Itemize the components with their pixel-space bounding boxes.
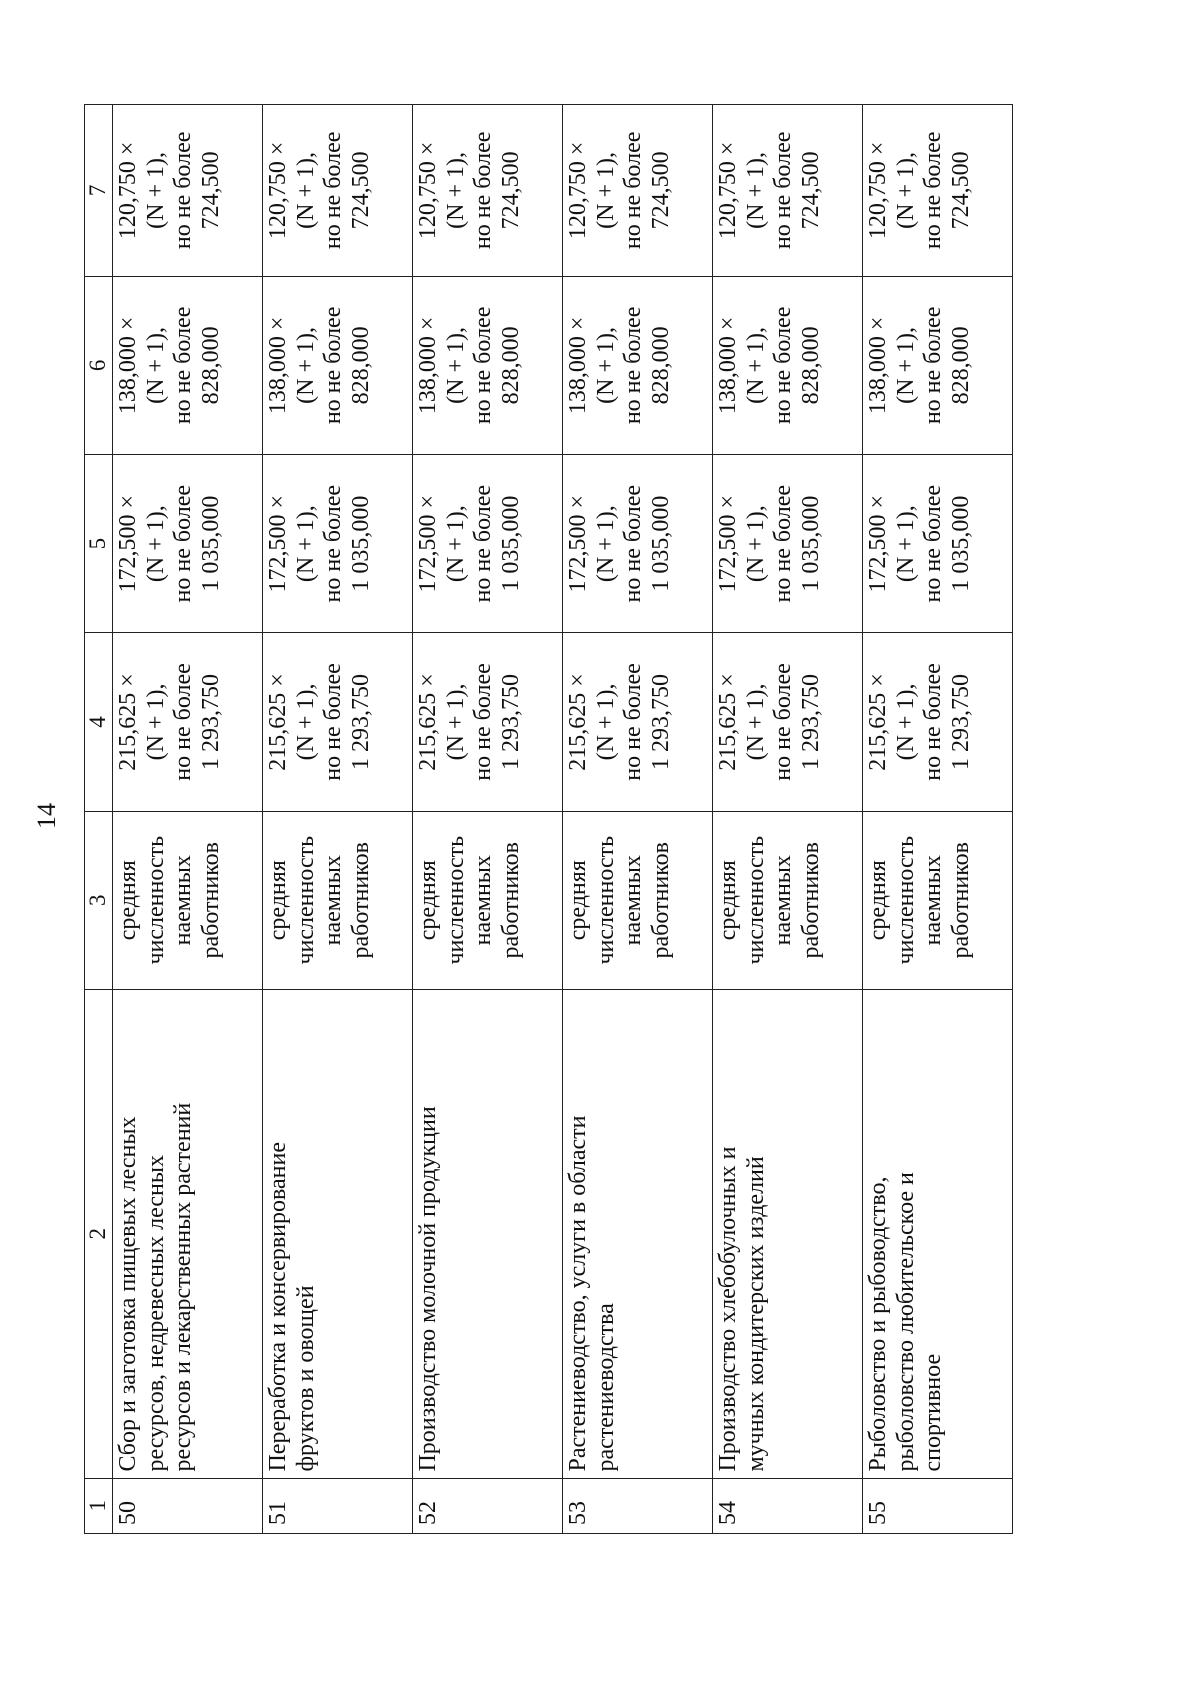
cell-text-line: но не более [320, 484, 347, 603]
cell-text-line: Производство хлебобулочных и [714, 1146, 741, 1472]
cell-text-line: 215,625 × [714, 673, 741, 771]
indicator-cell [412, 811, 562, 989]
activity-name-cell [862, 989, 1012, 1478]
cell-text-line: (N + 1), [292, 326, 319, 404]
activity-name-cell [412, 989, 562, 1478]
rate-col7-cell [862, 105, 1012, 277]
cell-text-line: ресурсов и лекарственных растений [170, 1102, 197, 1472]
cell-text-line: спортивное [920, 1353, 947, 1472]
cell-text-line: Рыболовство и рыбоводство, [864, 1176, 891, 1472]
cell-text-line: работников [648, 841, 675, 959]
cell-text-line: наемных [320, 855, 347, 946]
cell-text-line: средняя [264, 860, 291, 941]
rate-col4-cell [262, 633, 412, 811]
cell-text-line: 828,000 [348, 326, 375, 405]
cell-text-line: (N + 1), [742, 683, 769, 761]
cell-text-line: (N + 1), [142, 683, 169, 761]
rate-col6-cell [412, 276, 562, 454]
cell-text-line: Растениеводство, услуги в области [564, 1115, 591, 1472]
cell-text-line: численность [892, 835, 919, 965]
cell-text-line: но не более [920, 484, 947, 603]
cell-text-line: но не более [320, 131, 347, 250]
cell-text-line: ресурсов, недревесных лесных [142, 1155, 169, 1472]
cell-text-line: (N + 1), [592, 505, 619, 583]
rate-col5-cell [262, 455, 412, 633]
cell-text-line: 1 035,000 [648, 495, 675, 592]
column-header: 4 [85, 633, 113, 811]
cell-text-line: но не более [770, 484, 797, 603]
cell-text-line: Производство молочной продукции [414, 1106, 441, 1472]
cell-text-line: 172,500 × [264, 494, 291, 593]
column-header: 2 [85, 989, 113, 1478]
activity-name-cell [562, 989, 712, 1478]
cell-text-line: 138,000 × [714, 316, 741, 415]
cell-text-line: но не более [770, 131, 797, 250]
cell-text-line: (N + 1), [892, 151, 919, 229]
cell-text-line: но не более [170, 663, 197, 781]
cell-text-line: наемных [770, 855, 797, 946]
table-row [262, 105, 412, 1534]
table-row [712, 105, 862, 1534]
row-number-cell: 53 [562, 1478, 712, 1533]
cell-text-line: работников [948, 841, 975, 959]
cell-text-line: 120,750 × [264, 141, 291, 240]
indicator-cell [862, 811, 1012, 989]
cell-text-line: (N + 1), [142, 505, 169, 583]
rate-col7-cell [712, 105, 862, 277]
cell-text-line: наемных [620, 855, 647, 946]
header-row [85, 105, 113, 1534]
rate-col5-cell [712, 455, 862, 633]
rates-table [84, 104, 1013, 1534]
rate-col6-cell [112, 276, 262, 454]
rate-col6-cell [862, 276, 1012, 454]
activity-name-cell [262, 989, 412, 1478]
cell-text-line: 215,625 × [264, 673, 291, 771]
cell-text-line: численность [592, 835, 619, 965]
indicator-cell [562, 811, 712, 989]
cell-text-line: мучных кондитерских изделий [742, 1156, 769, 1472]
column-header: 7 [85, 105, 113, 277]
cell-text-line: 138,000 × [264, 316, 291, 415]
cell-text-line: 724,500 [348, 151, 375, 230]
cell-text-line: наемных [920, 855, 947, 946]
cell-text-line: 724,500 [498, 151, 525, 230]
cell-text-line: (N + 1), [442, 505, 469, 583]
cell-text-line: но не более [920, 663, 947, 781]
cell-text-line: но не более [770, 306, 797, 425]
cell-text-line: (N + 1), [592, 151, 619, 229]
cell-text-line: работников [798, 841, 825, 959]
cell-text-line: численность [292, 835, 319, 965]
cell-text-line: но не более [920, 306, 947, 425]
row-number-cell: 52 [412, 1478, 562, 1533]
cell-text-line: 215,625 × [414, 673, 441, 771]
column-header: 3 [85, 811, 113, 989]
column-header: 6 [85, 276, 113, 454]
cell-text-line: 138,000 × [414, 316, 441, 415]
cell-text-line: но не более [320, 663, 347, 781]
cell-text-line: 138,000 × [114, 316, 141, 415]
cell-text-line: (N + 1), [742, 151, 769, 229]
cell-text-line: наемных [170, 855, 197, 946]
cell-text-line: но не более [170, 306, 197, 425]
cell-text-line: 120,750 × [414, 141, 441, 240]
cell-text-line: 828,000 [498, 326, 525, 405]
rate-col4-cell [412, 633, 562, 811]
cell-text-line: (N + 1), [292, 151, 319, 229]
indicator-cell [262, 811, 412, 989]
indicator-cell [112, 811, 262, 989]
cell-text-line: 215,625 × [564, 673, 591, 771]
rate-col4-cell [712, 633, 862, 811]
table-row [562, 105, 712, 1534]
cell-text-line: но не более [770, 663, 797, 781]
rate-col7-cell [262, 105, 412, 277]
cell-text-line: но не более [470, 663, 497, 781]
cell-text-line: 1 293,750 [348, 673, 375, 770]
cell-text-line: 828,000 [948, 326, 975, 405]
page-number: 14 [32, 803, 61, 829]
rate-col5-cell [412, 455, 562, 633]
cell-text-line: Переработка и консервирование [264, 1142, 291, 1472]
cell-text-line: численность [442, 835, 469, 965]
cell-text-line: 1 035,000 [498, 495, 525, 592]
cell-text-line: средняя [564, 860, 591, 941]
cell-text-line: но не более [620, 663, 647, 781]
cell-text-line: но не более [620, 131, 647, 250]
cell-text-line: (N + 1), [742, 326, 769, 404]
cell-text-line: 724,500 [198, 151, 225, 230]
cell-text-line: (N + 1), [592, 326, 619, 404]
table-row [112, 105, 262, 1534]
cell-text-line: 1 293,750 [648, 673, 675, 770]
cell-text-line: 172,500 × [114, 494, 141, 593]
row-number-cell: 51 [262, 1478, 412, 1533]
cell-text-line: но не более [620, 306, 647, 425]
cell-text-line: 1 293,750 [198, 673, 225, 770]
cell-text-line: 828,000 [798, 326, 825, 405]
cell-text-line: 120,750 × [564, 141, 591, 240]
cell-text-line: 172,500 × [564, 494, 591, 593]
cell-text-line: 120,750 × [114, 141, 141, 240]
rate-col7-cell [412, 105, 562, 277]
cell-text-line: но не более [470, 131, 497, 250]
cell-text-line: 138,000 × [564, 316, 591, 415]
cell-text-line: 172,500 × [414, 494, 441, 593]
rate-col6-cell [262, 276, 412, 454]
cell-text-line: работников [198, 841, 225, 959]
cell-text-line: 215,625 × [864, 673, 891, 771]
cell-text-line: но не более [170, 131, 197, 250]
cell-text-line: средняя [414, 860, 441, 941]
rate-col6-cell [562, 276, 712, 454]
cell-text-line: 1 293,750 [948, 673, 975, 770]
row-number-cell: 50 [112, 1478, 262, 1533]
cell-text-line: 1 293,750 [798, 673, 825, 770]
cell-text-line: 215,625 × [114, 673, 141, 771]
cell-text-line: средняя [864, 860, 891, 941]
cell-text-line: (N + 1), [892, 505, 919, 583]
cell-text-line: 172,500 × [864, 494, 891, 593]
cell-text-line: но не более [170, 484, 197, 603]
rate-col4-cell [862, 633, 1012, 811]
rate-col4-cell [112, 633, 262, 811]
cell-text-line: работников [348, 841, 375, 959]
cell-text-line: (N + 1), [142, 151, 169, 229]
table-row [862, 105, 1012, 1534]
cell-text-line: средняя [714, 860, 741, 941]
column-header: 5 [85, 455, 113, 633]
cell-text-line: 138,000 × [864, 316, 891, 415]
cell-text-line: численность [142, 835, 169, 965]
activity-name-cell [112, 989, 262, 1478]
cell-text-line: но не более [470, 484, 497, 603]
cell-text-line: работников [498, 841, 525, 959]
rates-table-container [84, 104, 1010, 1534]
cell-text-line: численность [742, 835, 769, 965]
cell-text-line: 1 035,000 [348, 495, 375, 592]
cell-text-line: 724,500 [948, 151, 975, 230]
cell-text-line: но не более [470, 306, 497, 425]
cell-text-line: но не более [920, 131, 947, 250]
cell-text-line: (N + 1), [292, 683, 319, 761]
rate-col7-cell [562, 105, 712, 277]
cell-text-line: 120,750 × [714, 141, 741, 240]
row-number-cell: 55 [862, 1478, 1012, 1533]
cell-text-line: 1 035,000 [798, 495, 825, 592]
cell-text-line: рыболовство любительское и [892, 1172, 919, 1472]
rate-col5-cell [562, 455, 712, 633]
cell-text-line: (N + 1), [742, 505, 769, 583]
cell-text-line: Сбор и заготовка пищевых лесных [114, 1116, 141, 1472]
cell-text-line: 1 035,000 [948, 495, 975, 592]
rate-col5-cell [112, 455, 262, 633]
table-row [412, 105, 562, 1534]
cell-text-line: (N + 1), [442, 151, 469, 229]
cell-text-line: (N + 1), [292, 505, 319, 583]
cell-text-line: но не более [320, 306, 347, 425]
cell-text-line: (N + 1), [442, 326, 469, 404]
cell-text-line: 172,500 × [714, 494, 741, 593]
rate-col5-cell [862, 455, 1012, 633]
row-number-cell: 54 [712, 1478, 862, 1533]
rate-col4-cell [562, 633, 712, 811]
cell-text-line: растениеводства [592, 1303, 619, 1472]
cell-text-line: (N + 1), [892, 326, 919, 404]
cell-text-line: (N + 1), [442, 683, 469, 761]
indicator-cell [712, 811, 862, 989]
cell-text-line: 828,000 [198, 326, 225, 405]
cell-text-line: 1 293,750 [498, 673, 525, 770]
cell-text-line: но не более [620, 484, 647, 603]
rate-col7-cell [112, 105, 262, 277]
cell-text-line: (N + 1), [592, 683, 619, 761]
cell-text-line: средняя [114, 860, 141, 941]
activity-name-cell [712, 989, 862, 1478]
cell-text-line: 120,750 × [864, 141, 891, 240]
cell-text-line: (N + 1), [142, 326, 169, 404]
rate-col6-cell [712, 276, 862, 454]
cell-text-line: 724,500 [648, 151, 675, 230]
cell-text-line: фруктов и овощей [292, 1285, 319, 1472]
cell-text-line: 828,000 [648, 326, 675, 405]
cell-text-line: наемных [470, 855, 497, 946]
cell-text-line: 1 035,000 [198, 495, 225, 592]
cell-text-line: (N + 1), [892, 683, 919, 761]
column-header: 1 [85, 1478, 113, 1533]
cell-text-line: 724,500 [798, 151, 825, 230]
